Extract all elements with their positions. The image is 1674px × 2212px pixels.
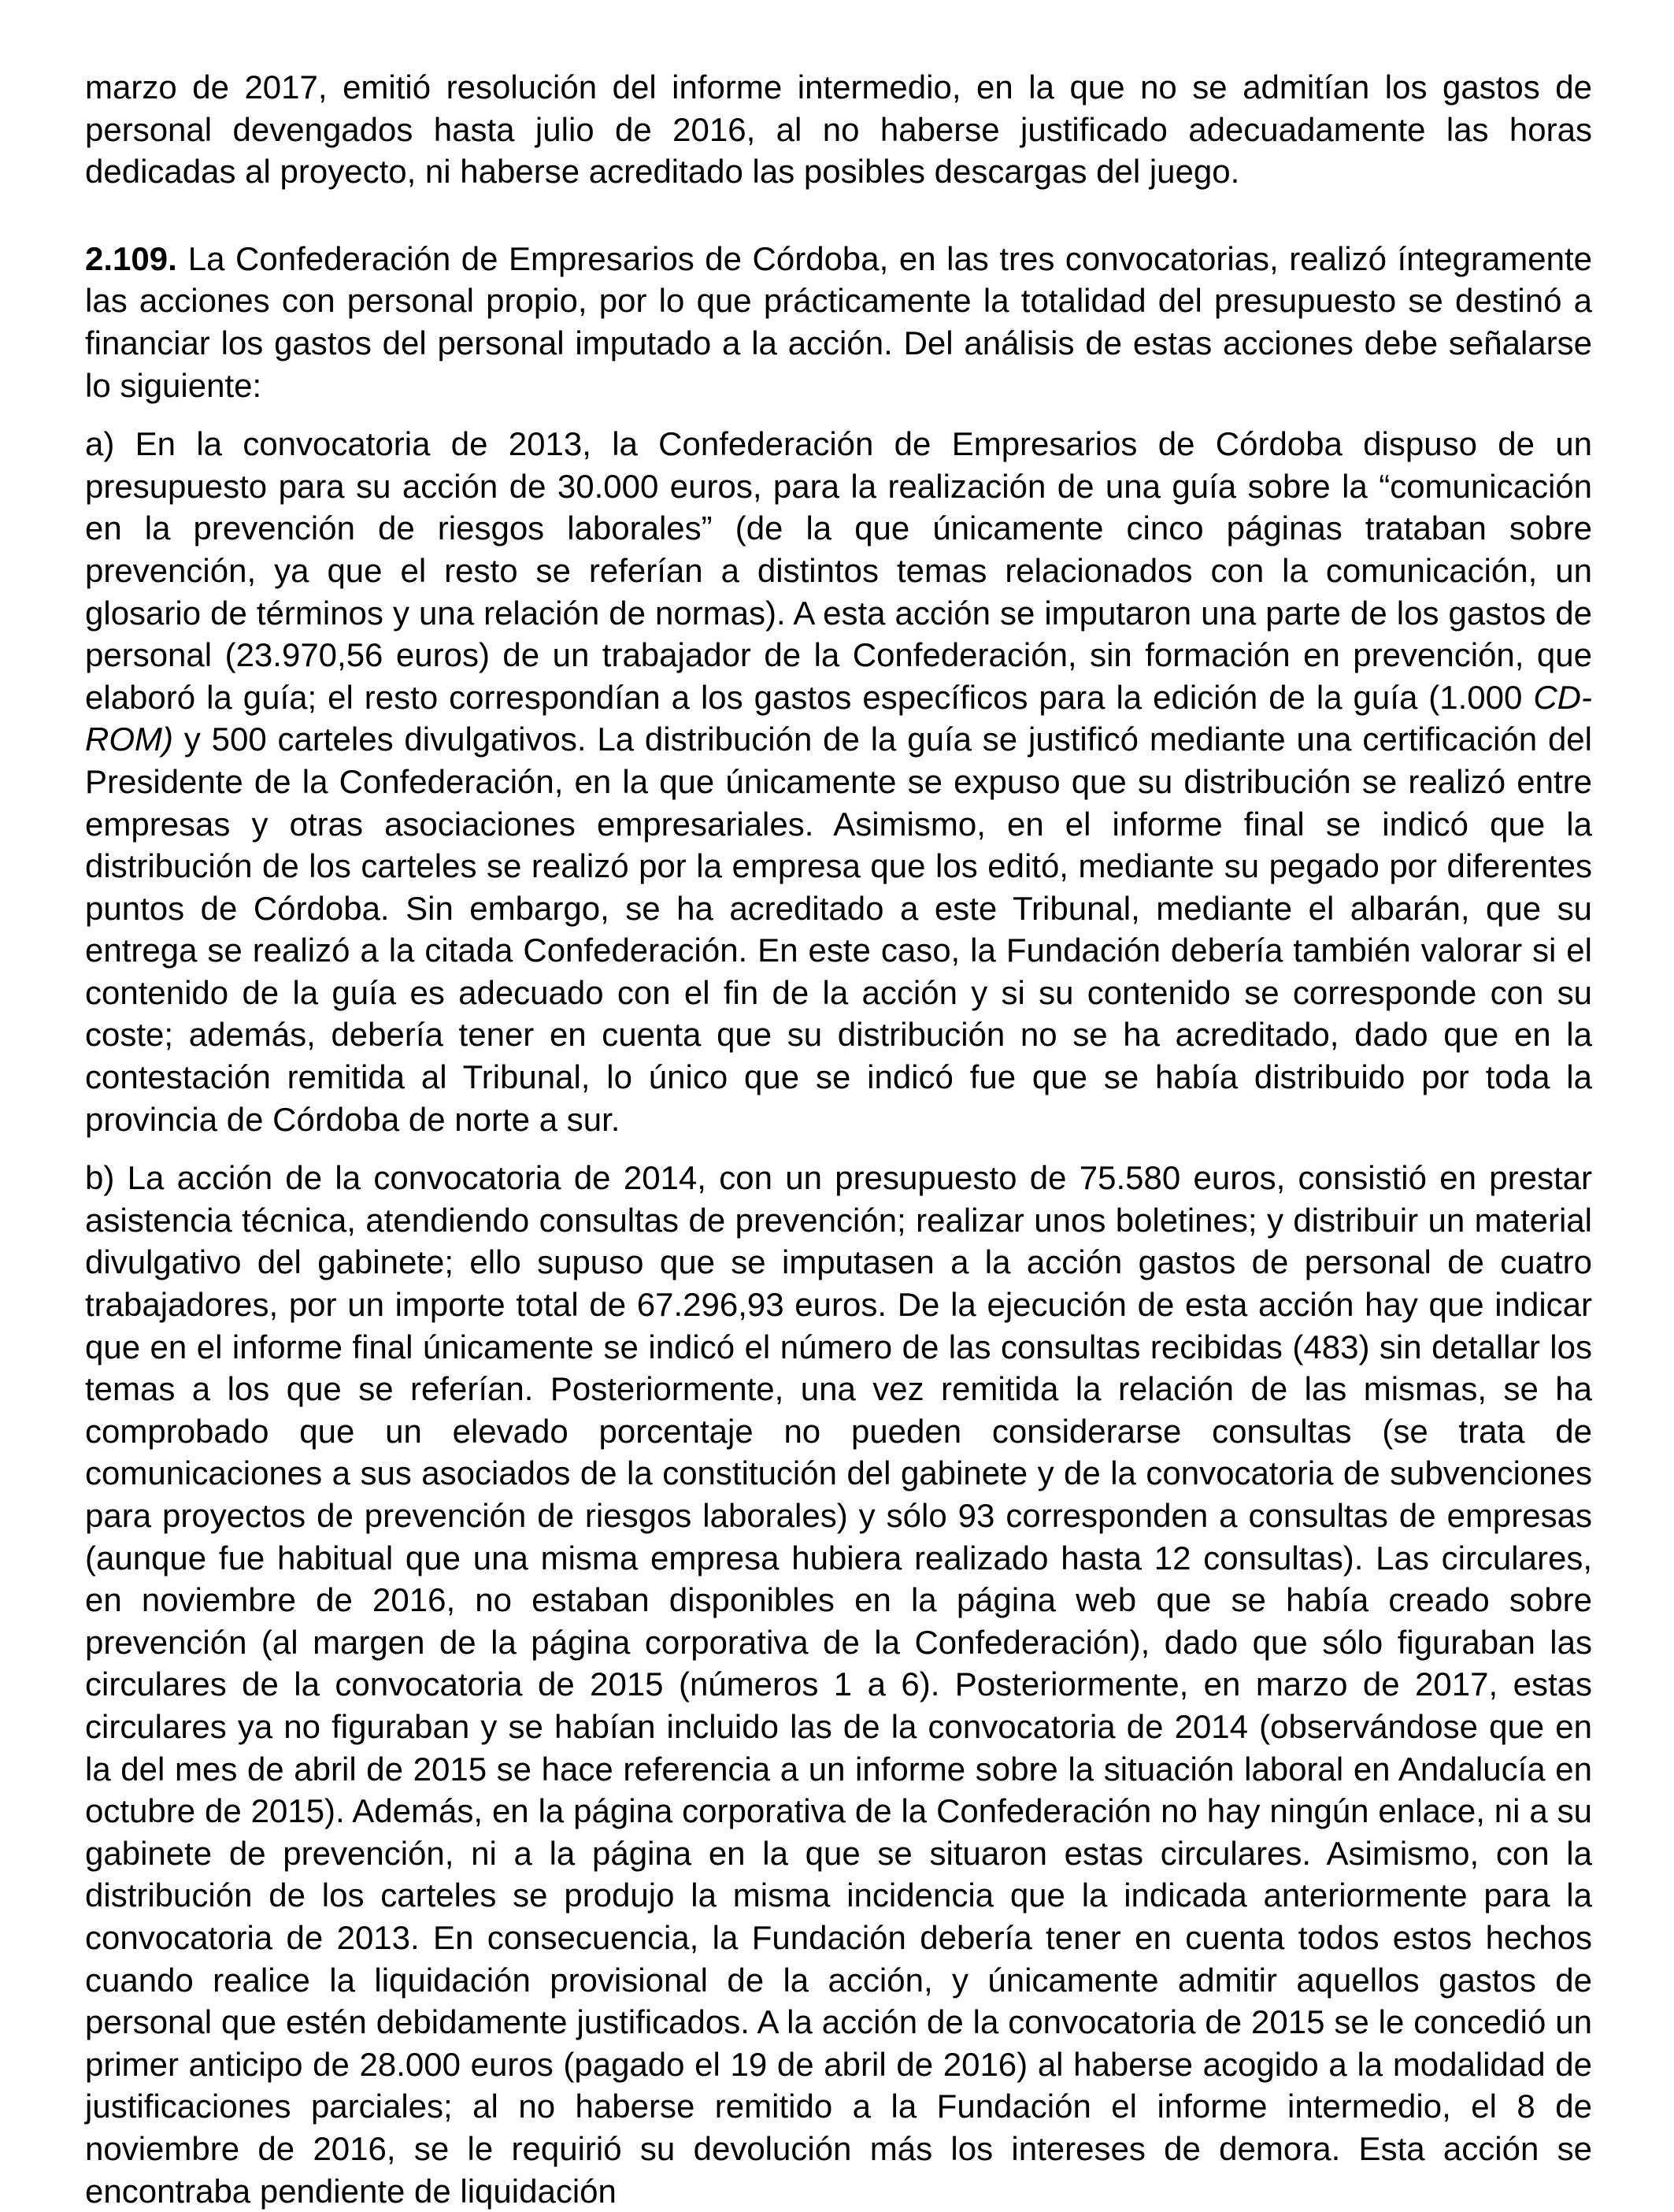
paragraph-2-109-text: La Confederación de Empresarios de Córdoba, en las tres convocatorias, realizó íntegramente las acciones con personal propio, por lo que prácticamente la totalidad del presupuesto se destinó a financiar los gastos del personal imputado a la acción. Del análisis de estas acciones debe señalarse lo siguiente: [85,239,1592,404]
paragraph-2-109 [85,238,1592,406]
paragraph-number: 2.109. [85,239,177,277]
paragraph-item-b-text: b) La acción de la convocatoria de 2014, con un presupuesto de 75.580 euros, consistió en prestar asistencia técnica, atendiendo consultas de prevención; realizar unos boletines; y distribuir un material divulgativo del gabinete; ello supuso que se imputasen a la acción gastos de personal de cuatro trabajadores, por un importe total de 67.296,93 euros. De la ejecución de esta acción hay que indicar que en el informe final únicamente se indicó el número de las consultas recibidas (483) sin detallar los temas a los que se referían. Posteriormente, una vez remitida la relación de las mismas, se ha comprobado que un elevado porcentaje no pueden considerarse consultas (se trata de comunicaciones a sus asociados de la constitución del gabinete y de la convocatoria de subvenciones para proyectos de prevención de riesgos laborales) y sólo 93 corresponden a consultas de empresas (aunque fue habitual que una misma empresa hubiera realizado hasta 12 consultas). Las circulares, en noviembre de 2016, no estaban disponibles en la página web que se había creado sobre prevención (al margen de la página corporativa de la Confederación), dado que sólo figuraban las circulares de la convocatoria de 2015 (números 1 a 6). Posteriormente, en marzo de 2017, estas circulares ya no figuraban y se habían incluido las de la convocatoria de 2014 (observándose que en la del mes de abril de 2015 se hace referencia a un informe sobre la situación laboral en Andalucía en octubre de 2015). Además, en la página corporativa de la Confederación no hay ningún enlace, ni a su gabinete de prevención, ni a la página en la que se situaron estas circulares. Asimismo, con la distribución de los carteles se produjo la misma incidencia que la indicada anteriormente para la convocatoria de 2013. En consecuencia, la Fundación debería tener en cuenta todos estos hechos cuando realice la liquidación provisional de la acción, y únicamente admitir aquellos gastos de personal que estén debidamente justificados. A la acción de la convocatoria de 2015 se le concedió un primer anticipo de 28.000 euros (pagado el 19 de abril de 2016) al haberse acogido a la modalidad de justificaciones parciales; al no haberse remitido a la Fundación el informe intermedio, el 8 de noviembre de 2016, se le requirió su devolución más los intereses de demora. Esta acción se encontraba pendiente de liquidación [85,1159,1592,2210]
document-page [85,66,1592,2212]
paragraph-item-a-text-1: a) En la convocatoria de 2013, la Confederación de Empresarios de Córdoba dispuso de un presupuesto para su acción de 30.000 euros, para la realización de una guía sobre la “comunicación en la prevención de riesgos laborales” (de la que únicamente cinco páginas trataban sobre prevención, ya que el resto se referían a distintos temas relacionados con la comunicación, un glosario de términos y una relación de normas). A esta acción se imputaron una parte de los gastos de personal (23.970,56 euros) de un trabajador de la Confederación, sin formación en prevención, que elaboró la guía; el resto correspondían a los gastos específicos para la edición de la guía (1.000 [85,425,1592,716]
paragraph-item-b [85,1157,1592,2212]
paragraph-continuation-text: marzo de 2017, emitió resolución del informe intermedio, en la que no se admitían los gastos de personal devengados hasta julio de 2016, al no haberse justificado adecuadamente las horas dedicadas al proyecto, ni haberse acreditado las posibles descargas del juego. [85,69,1592,191]
paragraph-item-a-italic: CD-ROM) [85,678,1592,758]
paragraph-item-a [85,423,1592,1140]
paragraph-item-a-text-2: y 500 carteles divulgativos. La distribución de la guía se justificó mediante una certificación del Presidente de la Confederación, en la que únicamente se expuso que su distribución se realizó entre empresas y otras asociaciones empresariales. Asimismo, en el informe final se indicó que la distribución de los carteles se realizó por la empresa que los editó, mediante su pegado por diferentes puntos de Córdoba. Sin embargo, se ha acreditado a este Tribunal, mediante el albarán, que su entrega se realizó a la citada Confederación. En este caso, la Fundación debería también valorar si el contenido de la guía es adecuado con el fin de la acción y si su contenido se corresponde con su coste; además, debería tener en cuenta que su distribución no se ha acreditado, dado que en la contestación remitida al Tribunal, lo único que se indicó fue que se había distribuido por toda la provincia de Córdoba de norte a sur. [85,721,1592,1138]
paragraph-continuation [85,66,1592,193]
